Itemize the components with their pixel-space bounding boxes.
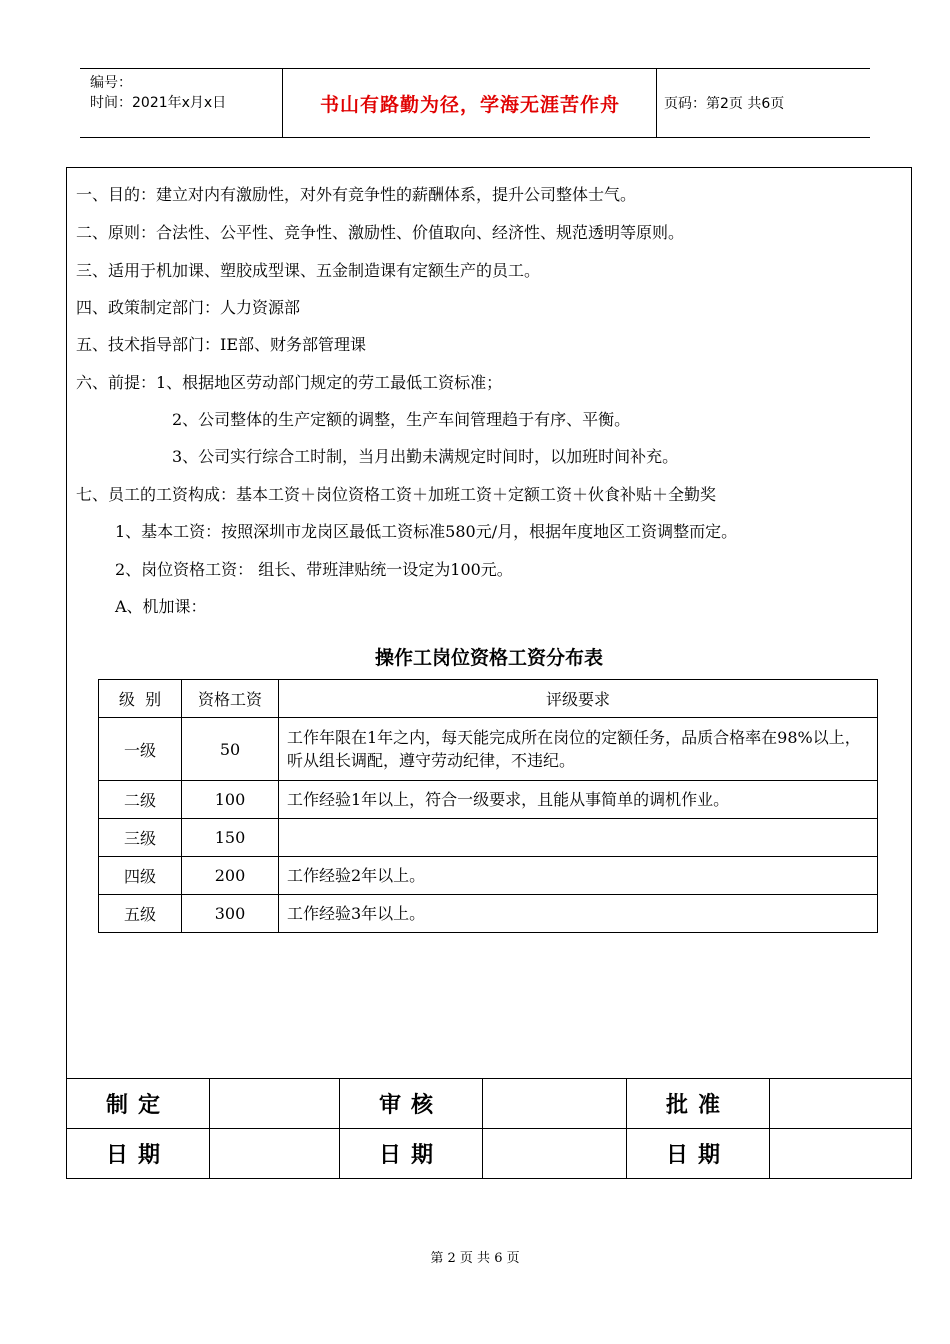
table-row <box>99 781 878 819</box>
label-date: 日期 <box>340 1129 483 1179</box>
paragraph-machining-dept: A、机加课： <box>115 597 207 616</box>
grade-cell: 一级 <box>99 718 182 781</box>
table-row <box>99 718 878 781</box>
grade-cell: 三级 <box>99 819 182 857</box>
signature-field-approved[interactable] <box>770 1079 912 1129</box>
header-motto: 书山有路勤为径，学海无涯苦作舟 <box>319 93 620 116</box>
table-row <box>99 857 878 895</box>
label-date: 日期 <box>627 1129 770 1179</box>
signature-field-reviewed[interactable] <box>483 1079 627 1129</box>
grade-cell: 四级 <box>99 857 182 895</box>
date-field-prepared[interactable] <box>210 1129 340 1179</box>
page-footer: 第 2 页 共 6 页 <box>430 1251 520 1266</box>
content-box <box>66 167 912 1079</box>
paragraph-tech-dept: 五、技术指导部门：IE部、财务部管理课 <box>76 335 367 354</box>
header-requirement: 评级要求 <box>279 680 878 718</box>
grade-cell: 五级 <box>99 895 182 933</box>
table-header-row <box>99 680 878 718</box>
page-indicator: 页码：第2页 共6页 <box>664 96 785 112</box>
header-divider <box>656 69 657 137</box>
requirement-cell: 工作经验1年以上，符合一级要求，且能从事简单的调机作业。 <box>279 781 878 819</box>
document-header <box>80 68 870 138</box>
date-field-approved[interactable] <box>770 1129 912 1179</box>
paragraph-basic-wage: 1、基本工资：按照深圳市龙岗区最低工资标准580元/月，根据年度地区工资调整而定。 <box>115 522 738 541</box>
grade-wage-table <box>98 679 878 933</box>
signature-table <box>66 1078 912 1179</box>
signature-field-prepared[interactable] <box>210 1079 340 1129</box>
paragraph-purpose: 一、目的：建立对内有激励性，对外有竞争性的薪酬体系，提升公司整体士气。 <box>76 185 637 204</box>
date-field-reviewed[interactable] <box>483 1129 627 1179</box>
paragraph-premise-1: 六、前提：1、根据地区劳动部门规定的劳工最低工资标准； <box>76 373 503 392</box>
paragraph-wage-structure: 七、员工的工资构成：基本工资＋岗位资格工资＋加班工资＋定额工资＋伙食补贴＋全勤奖 <box>76 485 717 504</box>
paragraph-principle: 二、原则：合法性、公平性、竞争性、激励性、价值取向、经济性、规范透明等原则。 <box>76 223 685 242</box>
grade-cell: 二级 <box>99 781 182 819</box>
document-date: 时间：2021年x月x日 <box>90 95 227 111</box>
paragraph-position-wage: 2、岗位资格工资： 组长、带班津贴统一设定为100元。 <box>115 560 513 579</box>
wage-cell: 200 <box>182 857 279 895</box>
wage-cell: 300 <box>182 895 279 933</box>
header-wage: 资格工资 <box>182 680 279 718</box>
date-row <box>67 1129 912 1179</box>
label-prepared-by: 制定 <box>67 1079 210 1129</box>
paragraph-premise-3: 3、公司实行综合工时制，当月出勤未满规定时间时，以加班时间补充。 <box>172 447 679 466</box>
paragraph-premise-2: 2、公司整体的生产定额的调整，生产车间管理趋于有序、平衡。 <box>172 410 631 429</box>
header-grade: 级 别 <box>99 680 182 718</box>
table-title: 操作工岗位资格工资分布表 <box>374 647 603 669</box>
wage-cell: 100 <box>182 781 279 819</box>
wage-cell: 150 <box>182 819 279 857</box>
paragraph-scope: 三、适用于机加课、塑胶成型课、五金制造课有定额生产的员工。 <box>76 261 541 280</box>
requirement-cell: 工作经验2年以上。 <box>279 857 878 895</box>
label-date: 日期 <box>67 1129 210 1179</box>
label-approved-by: 批准 <box>627 1079 770 1129</box>
table-row <box>99 819 878 857</box>
requirement-cell <box>279 819 878 857</box>
header-meta <box>90 73 226 113</box>
label-reviewed-by: 审核 <box>340 1079 483 1129</box>
wage-cell: 50 <box>182 718 279 781</box>
requirement-cell: 工作经验3年以上。 <box>279 895 878 933</box>
requirement-cell: 工作年限在1年之内，每天能完成所在岗位的定额任务，品质合格率在98%以上，听从组长调配，遵守劳动纪律，不违纪。 <box>279 718 878 781</box>
signature-row <box>67 1079 912 1129</box>
document-number-label: 编号： <box>90 75 132 91</box>
paragraph-policy-dept: 四、政策制定部门：人力资源部 <box>76 298 301 317</box>
header-divider <box>282 69 283 137</box>
table-row <box>99 895 878 933</box>
